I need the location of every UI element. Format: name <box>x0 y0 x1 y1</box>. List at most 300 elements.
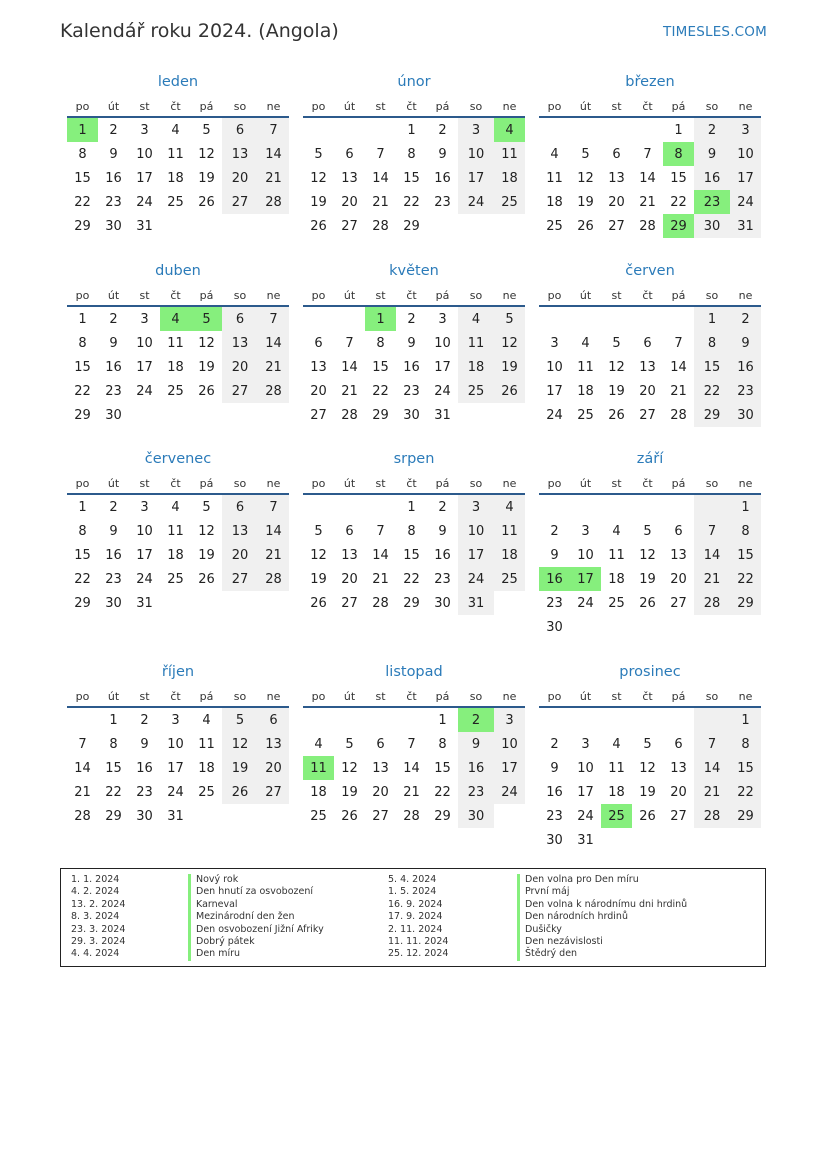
day-cell: 3 <box>140 122 149 138</box>
weekday-header: pá <box>427 473 458 494</box>
weekday-header: čt <box>160 285 191 306</box>
month-name: březen <box>625 74 675 90</box>
day-cell: 12 <box>310 547 327 563</box>
month-grid <box>539 473 761 639</box>
day-cell: 7 <box>694 732 730 756</box>
day-cell: 6 <box>376 736 385 752</box>
day-cell: 21 <box>403 784 420 800</box>
day-cell: 13 <box>670 760 687 776</box>
day-cell: 20 <box>608 194 625 210</box>
day-cell: 25 <box>167 383 184 399</box>
weekday-header: so <box>458 686 494 707</box>
empty-cell <box>222 214 258 238</box>
weekday-header: st <box>365 473 396 494</box>
day-cell: 23 <box>434 571 451 587</box>
day-cell: 17 <box>458 166 494 190</box>
weekday-header: čt <box>396 285 427 306</box>
day-cell: 31 <box>136 595 153 611</box>
day-cell: 16 <box>730 355 761 379</box>
empty-cell <box>663 707 694 732</box>
holiday-cell: 1 <box>365 306 396 331</box>
day-cell: 31 <box>730 214 761 238</box>
day-cell: 20 <box>222 166 258 190</box>
day-cell: 12 <box>494 331 525 355</box>
day-cell: 26 <box>639 808 656 824</box>
day-cell: 22 <box>694 379 730 403</box>
weekday-header: pá <box>663 473 694 494</box>
day-cell: 27 <box>222 190 258 214</box>
day-cell: 17 <box>494 756 525 780</box>
empty-cell <box>258 403 289 427</box>
month-name: červenec <box>144 451 212 467</box>
day-cell: 29 <box>730 804 761 828</box>
day-cell: 13 <box>341 170 358 186</box>
day-cell: 10 <box>458 142 494 166</box>
holiday-cell: 25 <box>601 804 632 828</box>
day-cell: 28 <box>258 379 289 403</box>
day-cell: 29 <box>105 808 122 824</box>
day-cell: 1 <box>78 311 87 327</box>
empty-cell <box>396 707 427 732</box>
weekday-header: so <box>694 96 730 117</box>
holiday-cell: 23 <box>694 190 730 214</box>
empty-cell <box>258 591 289 615</box>
weekday-header: so <box>458 473 494 494</box>
day-cell: 13 <box>372 760 389 776</box>
day-cell: 21 <box>258 543 289 567</box>
day-cell: 8 <box>730 732 761 756</box>
day-cell: 1 <box>694 306 730 331</box>
day-cell: 27 <box>608 218 625 234</box>
empty-cell <box>303 494 334 519</box>
month-block <box>303 449 525 615</box>
day-cell: 13 <box>608 170 625 186</box>
day-cell: 7 <box>258 306 289 331</box>
holiday-cell: 8 <box>663 142 694 166</box>
day-cell: 5 <box>202 499 211 515</box>
day-cell: 10 <box>136 335 153 351</box>
weekday-header: po <box>539 473 570 494</box>
day-cell: 17 <box>546 383 563 399</box>
day-cell: 14 <box>670 359 687 375</box>
day-cell: 21 <box>74 784 91 800</box>
empty-cell <box>601 117 632 142</box>
holiday-cell: 17 <box>570 567 601 591</box>
day-cell: 21 <box>341 383 358 399</box>
day-cell: 8 <box>407 146 416 162</box>
day-cell: 28 <box>403 808 420 824</box>
day-cell: 9 <box>438 146 447 162</box>
day-cell: 27 <box>639 407 656 423</box>
month-grid <box>303 285 525 427</box>
day-cell: 18 <box>608 571 625 587</box>
weekday-header: st <box>365 686 396 707</box>
weekday-header: čt <box>160 473 191 494</box>
empty-cell <box>458 214 494 238</box>
day-cell: 11 <box>167 523 184 539</box>
day-cell: 24 <box>546 407 563 423</box>
day-cell: 19 <box>639 784 656 800</box>
month-name: srpen <box>393 451 435 467</box>
day-cell: 5 <box>314 146 323 162</box>
day-cell: 20 <box>222 355 258 379</box>
day-cell: 6 <box>612 146 621 162</box>
day-cell: 9 <box>550 760 559 776</box>
weekday-header: čt <box>396 686 427 707</box>
day-cell: 27 <box>310 407 327 423</box>
weekday-header: čt <box>160 96 191 117</box>
day-cell: 17 <box>577 784 594 800</box>
day-cell: 14 <box>639 170 656 186</box>
holiday-cell: 4 <box>160 306 191 331</box>
day-cell: 23 <box>434 194 451 210</box>
day-cell: 31 <box>167 808 184 824</box>
day-cell: 14 <box>258 142 289 166</box>
holiday-cell: 11 <box>303 756 334 780</box>
day-cell: 27 <box>222 379 258 403</box>
day-cell: 18 <box>546 194 563 210</box>
weekday-header: po <box>303 285 334 306</box>
weekday-header: po <box>539 686 570 707</box>
weekday-header: pá <box>427 96 458 117</box>
day-cell: 11 <box>167 146 184 162</box>
day-cell: 10 <box>546 359 563 375</box>
weekday-header: čt <box>396 473 427 494</box>
day-cell: 21 <box>258 355 289 379</box>
day-cell: 22 <box>372 383 389 399</box>
empty-cell <box>160 403 191 427</box>
empty-cell <box>494 804 525 828</box>
day-cell: 23 <box>403 383 420 399</box>
day-cell: 28 <box>258 567 289 591</box>
weekday-header: po <box>303 473 334 494</box>
legend-holiday-name: Karneval <box>188 899 324 911</box>
weekday-header: st <box>601 686 632 707</box>
month-grid <box>67 473 289 615</box>
day-cell: 24 <box>494 780 525 804</box>
day-cell: 12 <box>341 760 358 776</box>
month-name: duben <box>155 263 201 279</box>
day-cell: 1 <box>730 707 761 732</box>
day-cell: 18 <box>167 359 184 375</box>
month-block <box>303 72 525 238</box>
month-name: leden <box>157 74 199 90</box>
holiday-cell: 4 <box>494 117 525 142</box>
day-cell: 19 <box>222 756 258 780</box>
empty-cell <box>730 615 761 639</box>
day-cell: 4 <box>550 146 559 162</box>
empty-cell <box>663 615 694 639</box>
day-cell: 6 <box>222 117 258 142</box>
day-cell: 16 <box>458 756 494 780</box>
day-cell: 9 <box>730 331 761 355</box>
day-cell: 23 <box>105 383 122 399</box>
month-grid <box>539 285 761 427</box>
day-cell: 13 <box>639 359 656 375</box>
day-cell: 24 <box>458 190 494 214</box>
weekday-header: so <box>694 285 730 306</box>
day-cell: 30 <box>105 407 122 423</box>
legend-date: 16. 9. 2024 <box>388 898 443 910</box>
day-cell: 18 <box>608 784 625 800</box>
empty-cell <box>222 591 258 615</box>
day-cell: 8 <box>407 523 416 539</box>
legend-date: 29. 3. 2024 <box>71 935 126 947</box>
day-cell: 23 <box>105 571 122 587</box>
day-cell: 20 <box>341 571 358 587</box>
day-cell: 11 <box>577 359 594 375</box>
empty-cell <box>570 117 601 142</box>
day-cell: 4 <box>612 523 621 539</box>
day-cell: 7 <box>643 146 652 162</box>
month-grid <box>539 96 761 238</box>
day-cell: 13 <box>310 359 327 375</box>
day-cell: 3 <box>171 712 180 728</box>
day-cell: 23 <box>136 784 153 800</box>
day-cell: 5 <box>345 736 354 752</box>
legend-dates-left <box>71 874 125 961</box>
legend-date: 5. 4. 2024 <box>388 874 437 885</box>
day-cell: 19 <box>639 571 656 587</box>
legend-date: 11. 11. 2024 <box>388 935 449 947</box>
weekday-header: út <box>570 473 601 494</box>
holiday-cell: 29 <box>663 214 694 238</box>
day-cell: 3 <box>438 311 447 327</box>
day-cell: 18 <box>198 760 215 776</box>
day-cell: 1 <box>438 712 447 728</box>
day-cell: 7 <box>376 146 385 162</box>
weekday-header: po <box>303 96 334 117</box>
day-cell: 3 <box>458 117 494 142</box>
day-cell: 12 <box>577 170 594 186</box>
day-cell: 14 <box>694 543 730 567</box>
weekday-header: pá <box>427 285 458 306</box>
weekday-header: út <box>570 686 601 707</box>
empty-cell <box>427 214 458 238</box>
day-cell: 15 <box>74 547 91 563</box>
day-cell: 21 <box>694 780 730 804</box>
day-cell: 7 <box>78 736 87 752</box>
day-cell: 8 <box>730 519 761 543</box>
day-cell: 10 <box>577 547 594 563</box>
day-cell: 4 <box>171 122 180 138</box>
empty-cell <box>601 828 632 852</box>
legend-date: 17. 9. 2024 <box>388 911 443 923</box>
weekday-header: st <box>129 96 160 117</box>
day-cell: 28 <box>694 591 730 615</box>
weekday-header: po <box>539 285 570 306</box>
empty-cell <box>334 306 365 331</box>
weekday-header: st <box>129 686 160 707</box>
day-cell: 15 <box>670 170 687 186</box>
day-cell: 3 <box>494 707 525 732</box>
empty-cell <box>694 494 730 519</box>
day-cell: 28 <box>341 407 358 423</box>
day-cell: 28 <box>670 407 687 423</box>
day-cell: 7 <box>376 523 385 539</box>
day-cell: 22 <box>403 571 420 587</box>
weekday-header: pá <box>663 96 694 117</box>
weekday-header: út <box>334 285 365 306</box>
day-cell: 28 <box>694 804 730 828</box>
empty-cell <box>458 403 494 427</box>
weekday-header: ne <box>730 473 761 494</box>
legend-date: 8. 3. 2024 <box>71 911 120 923</box>
holiday-cell: 1 <box>67 117 98 142</box>
day-cell: 11 <box>198 736 215 752</box>
day-cell: 8 <box>438 736 447 752</box>
day-cell: 13 <box>222 519 258 543</box>
day-cell: 23 <box>458 780 494 804</box>
day-cell: 14 <box>258 519 289 543</box>
day-cell: 18 <box>167 547 184 563</box>
legend-holiday-name: Den nezávislosti <box>517 936 687 948</box>
empty-cell <box>191 804 222 828</box>
weekday-header: st <box>365 285 396 306</box>
weekday-header: ne <box>730 686 761 707</box>
day-cell: 26 <box>198 383 215 399</box>
day-cell: 2 <box>109 499 118 515</box>
day-cell: 30 <box>546 832 563 848</box>
empty-cell <box>303 707 334 732</box>
day-cell: 28 <box>639 218 656 234</box>
day-cell: 6 <box>314 335 323 351</box>
day-cell: 10 <box>167 736 184 752</box>
day-cell: 22 <box>74 194 91 210</box>
weekday-header: ne <box>258 473 289 494</box>
day-cell: 14 <box>258 331 289 355</box>
day-cell: 31 <box>577 832 594 848</box>
weekday-header: ne <box>730 285 761 306</box>
day-cell: 29 <box>372 407 389 423</box>
day-cell: 9 <box>109 523 118 539</box>
day-cell: 11 <box>494 519 525 543</box>
day-cell: 22 <box>730 780 761 804</box>
day-cell: 26 <box>310 218 327 234</box>
weekday-header: so <box>458 285 494 306</box>
day-cell: 21 <box>372 571 389 587</box>
weekday-header: út <box>334 686 365 707</box>
day-cell: 2 <box>438 499 447 515</box>
weekday-header: ne <box>494 473 525 494</box>
day-cell: 6 <box>345 523 354 539</box>
empty-cell <box>494 591 525 615</box>
day-cell: 26 <box>639 595 656 611</box>
day-cell: 3 <box>458 494 494 519</box>
day-cell: 29 <box>403 595 420 611</box>
day-cell: 3 <box>140 499 149 515</box>
day-cell: 31 <box>434 407 451 423</box>
day-cell: 8 <box>78 335 87 351</box>
day-cell: 12 <box>198 523 215 539</box>
day-cell: 24 <box>136 194 153 210</box>
day-cell: 14 <box>341 359 358 375</box>
day-cell: 30 <box>136 808 153 824</box>
day-cell: 6 <box>258 707 289 732</box>
day-cell: 25 <box>608 595 625 611</box>
day-cell: 20 <box>222 543 258 567</box>
day-cell: 22 <box>74 383 91 399</box>
day-cell: 15 <box>434 760 451 776</box>
empty-cell <box>334 707 365 732</box>
holiday-cell: 16 <box>539 567 570 591</box>
weekday-header: st <box>601 285 632 306</box>
day-cell: 13 <box>222 142 258 166</box>
legend-date: 13. 2. 2024 <box>71 898 126 910</box>
day-cell: 19 <box>310 571 327 587</box>
day-cell: 20 <box>639 383 656 399</box>
day-cell: 29 <box>74 218 91 234</box>
legend-date: 2. 11. 2024 <box>388 923 443 935</box>
empty-cell <box>539 306 570 331</box>
day-cell: 11 <box>494 142 525 166</box>
day-cell: 19 <box>198 170 215 186</box>
weekday-header: ne <box>730 96 761 117</box>
weekday-header: ne <box>258 96 289 117</box>
day-cell: 16 <box>105 547 122 563</box>
day-cell: 5 <box>494 306 525 331</box>
weekday-header: čt <box>632 473 663 494</box>
empty-cell <box>129 403 160 427</box>
day-cell: 17 <box>730 166 761 190</box>
day-cell: 18 <box>494 543 525 567</box>
day-cell: 27 <box>372 808 389 824</box>
day-cell: 12 <box>222 732 258 756</box>
brand-link[interactable]: TIMESLES.COM <box>663 24 767 40</box>
day-cell: 9 <box>109 335 118 351</box>
day-cell: 2 <box>438 122 447 138</box>
day-cell: 5 <box>643 736 652 752</box>
day-cell: 20 <box>670 784 687 800</box>
day-cell: 2 <box>109 311 118 327</box>
day-cell: 24 <box>136 571 153 587</box>
empty-cell <box>222 804 258 828</box>
legend-holiday-name: Štědrý den <box>517 948 687 960</box>
empty-cell <box>663 494 694 519</box>
empty-cell <box>258 214 289 238</box>
empty-cell <box>303 306 334 331</box>
legend-date: 4. 2. 2024 <box>71 886 120 898</box>
weekday-header: po <box>67 473 98 494</box>
month-grid <box>67 285 289 427</box>
weekday-header: út <box>570 96 601 117</box>
weekday-header: st <box>601 473 632 494</box>
empty-cell <box>494 403 525 427</box>
empty-cell <box>191 591 222 615</box>
day-cell: 23 <box>546 595 563 611</box>
day-cell: 6 <box>674 523 683 539</box>
weekday-header: út <box>98 686 129 707</box>
empty-cell <box>601 707 632 732</box>
day-cell: 30 <box>403 407 420 423</box>
month-grid <box>67 686 289 828</box>
month-block <box>539 261 761 427</box>
weekday-header: so <box>458 96 494 117</box>
day-cell: 16 <box>694 166 730 190</box>
weekday-header: so <box>694 686 730 707</box>
day-cell: 16 <box>434 547 451 563</box>
day-cell: 23 <box>730 379 761 403</box>
day-cell: 6 <box>222 306 258 331</box>
weekday-header: pá <box>191 96 222 117</box>
day-cell: 14 <box>372 547 389 563</box>
empty-cell <box>570 707 601 732</box>
day-cell: 25 <box>577 407 594 423</box>
weekday-header: út <box>334 473 365 494</box>
day-cell: 12 <box>639 547 656 563</box>
legend-holiday-name: Den volna k národnímu dni hrdinů <box>517 899 687 911</box>
weekday-header: út <box>334 96 365 117</box>
